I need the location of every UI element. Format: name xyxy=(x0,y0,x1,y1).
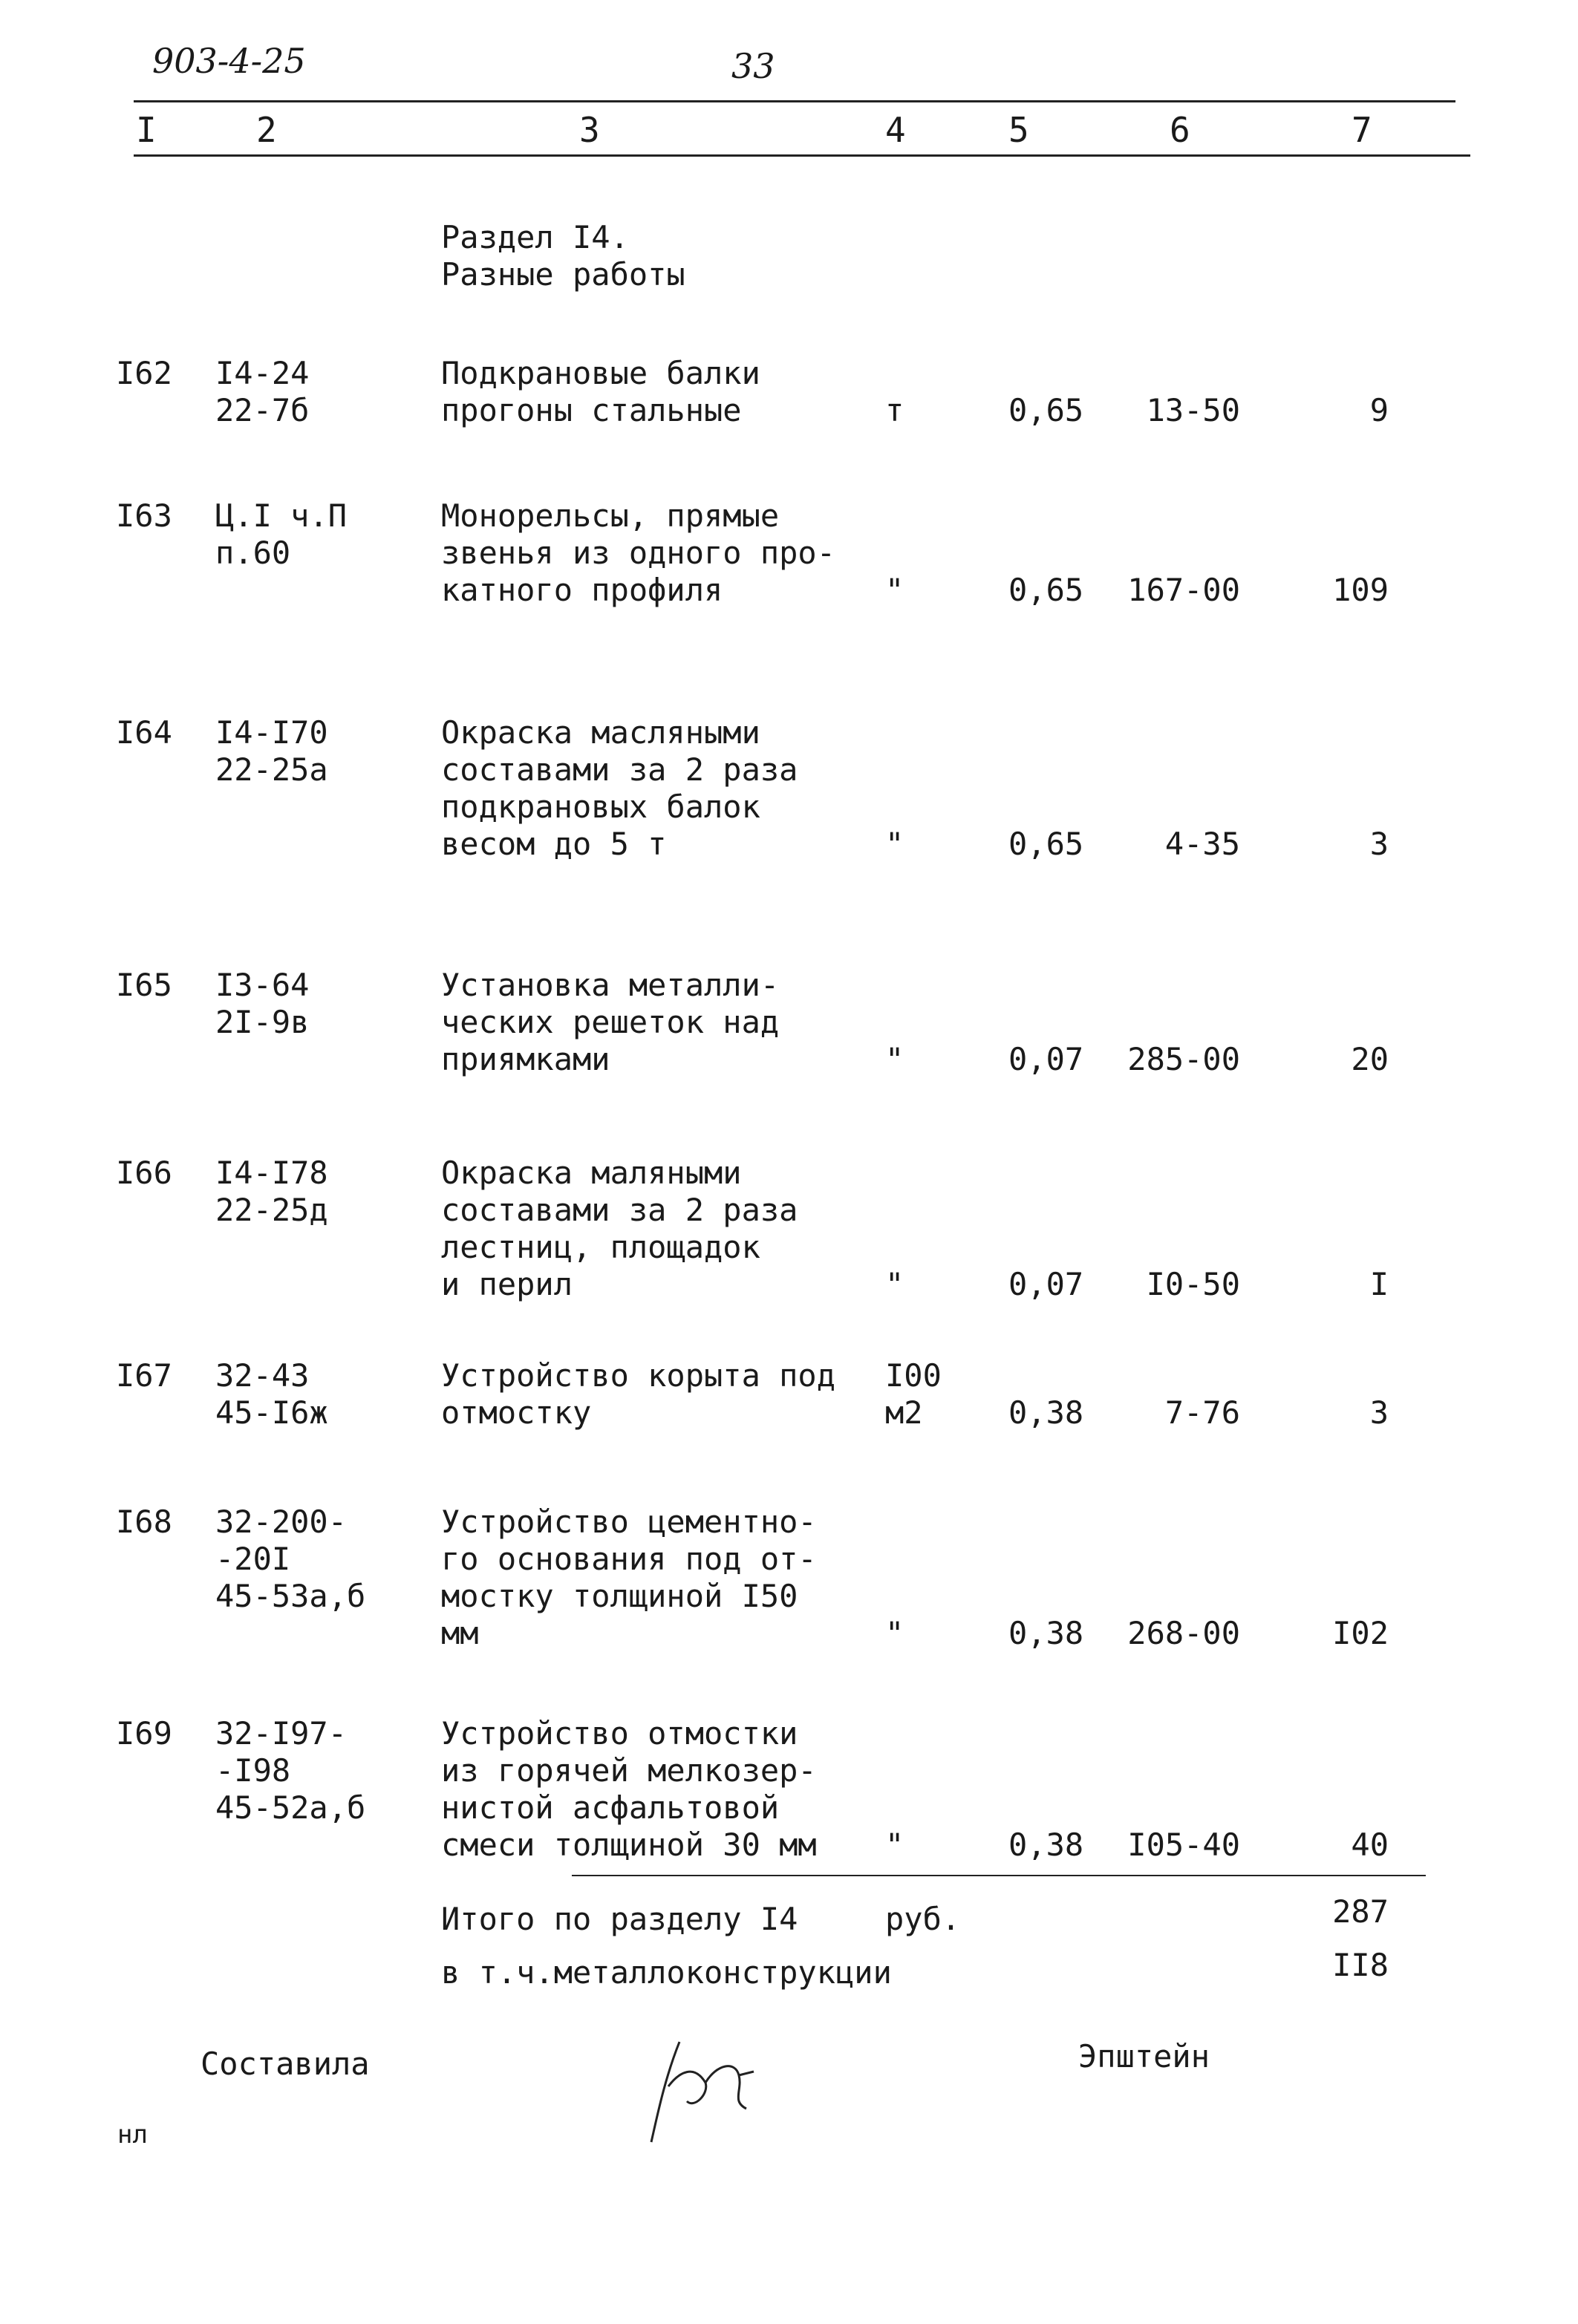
unit: т xyxy=(885,392,904,428)
table-row xyxy=(0,1504,1578,1652)
unit: " xyxy=(885,1827,904,1863)
work-description-line: катного профиля xyxy=(441,572,723,608)
norm-reference-line: I4-I78 xyxy=(215,1155,328,1191)
column-header-6: 6 xyxy=(1170,110,1190,150)
unit: I00 м2 xyxy=(885,1357,942,1431)
unit-price: 13-50 xyxy=(1146,392,1240,428)
norm-reference-line: I4-24 xyxy=(215,355,310,391)
quantity: 0,65 xyxy=(1008,572,1084,608)
column-header-2: 2 xyxy=(256,110,277,150)
section-total-value: 287 xyxy=(1332,1893,1389,1930)
total-cost: I02 xyxy=(1332,1615,1389,1651)
signature xyxy=(635,2020,769,2153)
row-number: I69 xyxy=(116,1715,172,1752)
column-header-7: 7 xyxy=(1352,110,1372,150)
work-description-line: Устройство отмостки xyxy=(441,1715,798,1752)
table-row xyxy=(0,355,1578,429)
norm-reference xyxy=(215,1504,365,1615)
table-row xyxy=(0,1715,1578,1864)
norm-reference-line: 2I-9в xyxy=(215,1004,310,1040)
work-description-line: го основания под от- xyxy=(441,1541,817,1577)
norm-reference-line: 22-7б xyxy=(215,392,310,428)
work-description xyxy=(441,1715,817,1864)
work-description xyxy=(441,1504,817,1652)
row-number: I68 xyxy=(116,1504,172,1540)
work-description-line: лестниц, площадок xyxy=(441,1229,760,1265)
work-description-line: мм xyxy=(441,1615,479,1651)
norm-reference xyxy=(215,1155,328,1229)
unit-price: 167-00 xyxy=(1127,572,1240,608)
work-description-line: ческих решеток над xyxy=(441,1004,780,1040)
norm-reference-line: 45-52а,б xyxy=(215,1789,366,1826)
work-description-line: составами за 2 раза xyxy=(441,1192,798,1228)
unit: " xyxy=(885,826,904,862)
norm-reference-line: -I98 xyxy=(215,1752,291,1789)
unit: " xyxy=(885,572,904,608)
header-divider-top xyxy=(134,100,1455,102)
work-description-line: подкрановых балок xyxy=(441,789,760,825)
column-header-5: 5 xyxy=(1008,110,1029,150)
row-number: I65 xyxy=(116,967,172,1003)
work-description xyxy=(441,967,779,1078)
row-number: I63 xyxy=(116,497,172,534)
work-description-line: Окраска маляными xyxy=(441,1155,742,1191)
quantity: 0,38 xyxy=(1008,1615,1084,1651)
unit-price: 285-00 xyxy=(1127,1041,1240,1077)
unit: " xyxy=(885,1041,904,1077)
total-cost: 40 xyxy=(1351,1827,1389,1863)
document-code: 903-4-25 xyxy=(152,41,306,81)
total-cost: I xyxy=(1369,1266,1389,1302)
compiled-by-label: Составила xyxy=(200,2046,370,2082)
row-number: I66 xyxy=(116,1155,172,1191)
norm-reference-line: 45-53а,б xyxy=(215,1578,366,1614)
norm-reference xyxy=(215,1715,365,1827)
work-description-line: Подкрановые балки xyxy=(441,355,760,391)
table-row xyxy=(0,714,1578,863)
metal-structures-value: II8 xyxy=(1332,1947,1389,1983)
column-header-1: I xyxy=(136,110,157,150)
initials: нл xyxy=(117,2120,148,2150)
norm-reference-line: 32-200- xyxy=(215,1504,348,1540)
row-number: I62 xyxy=(116,355,172,391)
table-row xyxy=(0,1155,1578,1303)
total-cost: 9 xyxy=(1369,392,1389,428)
work-description-line: звенья из одного про- xyxy=(441,535,836,571)
norm-reference-line: п.60 xyxy=(215,535,291,571)
quantity: 0,07 xyxy=(1008,1266,1084,1302)
norm-reference xyxy=(215,714,328,789)
work-description-line: из горячей мелкозер- xyxy=(441,1752,817,1789)
row-number: I67 xyxy=(116,1357,172,1394)
norm-reference xyxy=(215,497,347,572)
page-number: 33 xyxy=(731,46,775,86)
norm-reference xyxy=(215,1357,328,1432)
norm-reference xyxy=(215,967,309,1041)
work-description-line: весом до 5 т xyxy=(441,826,667,862)
norm-reference-line: 22-25а xyxy=(215,751,328,788)
table-row xyxy=(0,967,1578,1078)
work-description-line: и перил xyxy=(441,1266,573,1302)
work-description-line: Монорельсы, прямые xyxy=(441,497,780,534)
norm-reference-line: 32-I97- xyxy=(215,1715,348,1752)
norm-reference-line: I4-I70 xyxy=(215,714,328,751)
work-description-line: Окраска масляными xyxy=(441,714,760,751)
norm-reference-line: 32-43 xyxy=(215,1357,310,1394)
total-cost: 3 xyxy=(1369,1394,1389,1431)
quantity: 0,65 xyxy=(1008,826,1084,862)
section-title: Раздел I4. xyxy=(441,219,629,255)
section-total-label: Итого по разделу I4 xyxy=(441,1901,798,1937)
quantity: 0,07 xyxy=(1008,1041,1084,1077)
total-cost: 3 xyxy=(1369,826,1389,862)
work-description xyxy=(441,1357,835,1432)
work-description xyxy=(441,714,798,863)
work-description-line: прогоны стальные xyxy=(441,392,742,428)
work-description xyxy=(441,1155,798,1303)
work-description xyxy=(441,497,835,609)
unit: " xyxy=(885,1615,904,1651)
totals-divider xyxy=(572,1875,1426,1876)
work-description-line: нистой асфальтовой xyxy=(441,1789,780,1826)
row-number: I64 xyxy=(116,714,172,751)
work-description-line: мостку толщиной I50 xyxy=(441,1578,798,1614)
work-description-line: Установка металли- xyxy=(441,967,780,1003)
column-header-3: 3 xyxy=(579,110,600,150)
unit-price: 4-35 xyxy=(1164,826,1240,862)
norm-reference-line: 22-25д xyxy=(215,1192,328,1228)
norm-reference-line: 45-I6ж xyxy=(215,1394,328,1431)
unit-price: 7-76 xyxy=(1164,1394,1240,1431)
work-description-line: составами за 2 раза xyxy=(441,751,798,788)
section-subtitle: Разные работы xyxy=(441,256,685,293)
norm-reference-line: -20I xyxy=(215,1541,291,1577)
work-description xyxy=(441,355,760,429)
header-divider-bottom xyxy=(134,154,1470,157)
section-total-currency: руб. xyxy=(885,1901,961,1937)
unit-price: I0-50 xyxy=(1146,1266,1240,1302)
quantity: 0,38 xyxy=(1008,1394,1084,1431)
quantity: 0,38 xyxy=(1008,1827,1084,1863)
unit: " xyxy=(885,1266,904,1302)
norm-reference-line: Ц.I ч.П xyxy=(215,497,348,534)
work-description-line: Устройство корыта под xyxy=(441,1357,836,1394)
metal-structures-label: в т.ч.металлоконструкции xyxy=(441,1954,892,1991)
total-cost: 109 xyxy=(1332,572,1389,608)
norm-reference xyxy=(215,355,309,429)
norm-reference-line: I3-64 xyxy=(215,967,310,1003)
quantity: 0,65 xyxy=(1008,392,1084,428)
table-row xyxy=(0,1357,1578,1432)
unit-price: 268-00 xyxy=(1127,1615,1240,1651)
total-cost: 20 xyxy=(1351,1041,1389,1077)
work-description-line: смеси толщиной 30 мм xyxy=(441,1827,817,1863)
column-header-4: 4 xyxy=(885,110,906,150)
unit-price: I05-40 xyxy=(1127,1827,1240,1863)
signer-name: Эпштейн xyxy=(1078,2038,1210,2075)
work-description-line: приямками xyxy=(441,1041,610,1077)
table-row xyxy=(0,497,1578,609)
work-description-line: отмостку xyxy=(441,1394,592,1431)
work-description-line: Устройство цементно- xyxy=(441,1504,817,1540)
